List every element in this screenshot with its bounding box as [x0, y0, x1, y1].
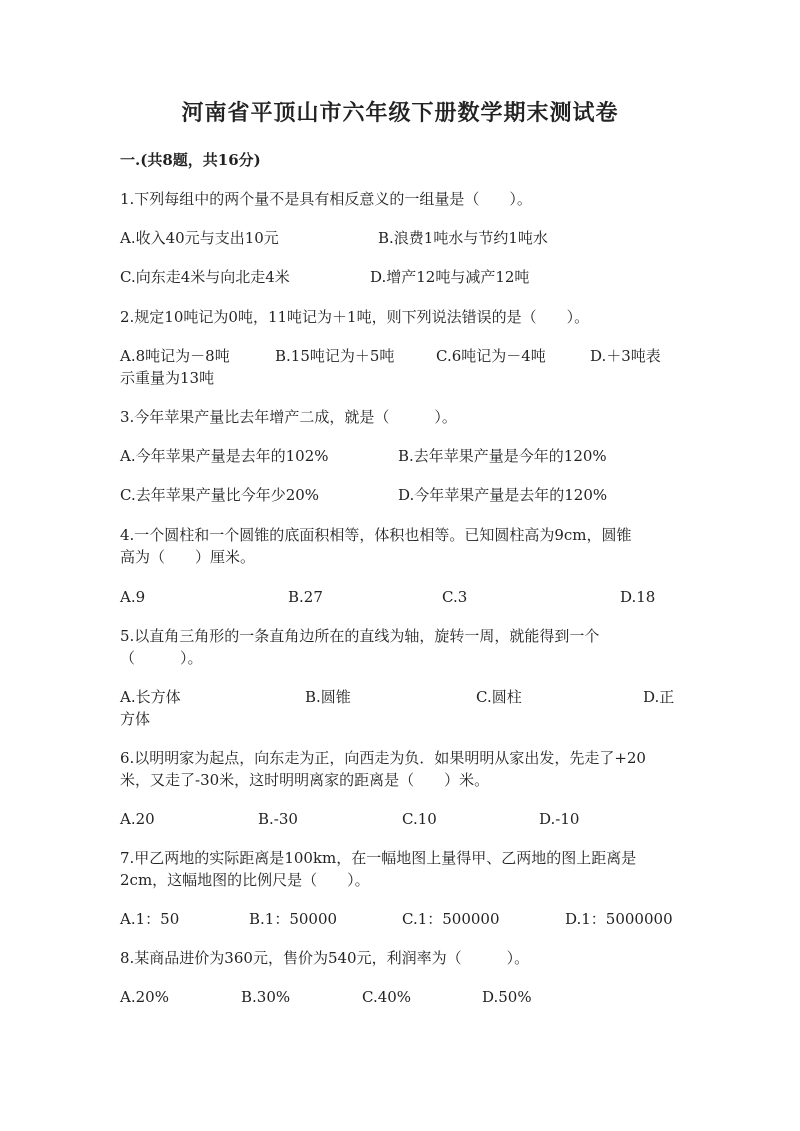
- question-5-stem-line2: （ ）。: [120, 649, 203, 667]
- question-5-option-d: D.正: [643, 688, 675, 706]
- question-6-option-c: C.10: [402, 810, 437, 828]
- question-8-stem: 8.某商品进价为360元，售价为540元，利润率为（ ）。: [120, 949, 530, 967]
- question-1-stem: 1.下列每组中的两个量不是具有相反意义的一组量是（ ）。: [120, 190, 532, 208]
- question-5-option-a: A.长方体: [120, 688, 181, 706]
- question-4-option-c: C.3: [442, 588, 468, 606]
- question-7-option-a: A.1：50: [120, 910, 180, 928]
- question-4-option-b: B.27: [288, 588, 323, 606]
- question-4-stem-line2: 高为（ ）厘米。: [120, 548, 256, 566]
- question-5-option-c: C.圆柱: [476, 688, 522, 706]
- question-6-option-d: D.-10: [539, 810, 580, 828]
- question-6-option-a: A.20: [120, 810, 155, 828]
- question-3-stem: 3.今年苹果产量比去年增产二成，就是（ ）。: [120, 408, 457, 426]
- section-heading: 一.(共8题，共16分): [120, 151, 261, 169]
- question-2-option-a: A.8吨记为－8吨: [120, 347, 230, 365]
- question-4-option-a: A.9: [120, 588, 146, 606]
- question-6-option-b: B.-30: [258, 810, 298, 828]
- question-1-option-b: B.浪费1吨水与节约1吨水: [378, 229, 548, 247]
- question-5-option-b: B.圆锥: [305, 688, 351, 706]
- question-8-option-c: C.40%: [362, 988, 412, 1006]
- question-4-stem-line1: 4.一个圆柱和一个圆锥的底面积相等，体积也相等。已知圆柱高为9cm，圆锥: [120, 526, 632, 544]
- question-7-stem-line1: 7.甲乙两地的实际距离是100km，在一幅地图上量得甲、乙两地的图上距离是: [120, 849, 637, 867]
- question-7-option-c: C.1：500000: [402, 910, 500, 928]
- question-3-option-b: B.去年苹果产量是今年的120%: [398, 447, 607, 465]
- question-2-option-c: C.6吨记为－4吨: [436, 347, 546, 365]
- question-3-option-a: A.今年苹果产量是去年的102%: [120, 447, 329, 465]
- question-8-option-d: D.50%: [482, 988, 532, 1006]
- question-5-option-d-cont: 方体: [120, 710, 151, 728]
- question-2-option-d: D.＋3吨表: [590, 347, 661, 365]
- question-2-option-d-cont: 示重量为13吨: [120, 369, 215, 387]
- question-5-stem-line1: 5.以直角三角形的一条直角边所在的直线为轴，旋转一周，就能得到一个: [120, 627, 600, 645]
- page-title: 河南省平顶山市六年级下册数学期末测试卷: [181, 100, 619, 126]
- question-1-option-c: C.向东走4米与向北走4米: [120, 268, 290, 286]
- question-2-option-b: B.15吨记为＋5吨: [275, 347, 395, 365]
- question-7-option-d: D.1：5000000: [565, 910, 673, 928]
- question-8-option-b: B.30%: [241, 988, 291, 1006]
- question-8-option-a: A.20%: [120, 988, 169, 1006]
- question-7-option-b: B.1：50000: [249, 910, 338, 928]
- question-1-option-d: D.增产12吨与减产12吨: [370, 268, 530, 286]
- question-3-option-c: C.去年苹果产量比今年少20%: [120, 486, 320, 504]
- question-1-option-a: A.收入40元与支出10元: [120, 229, 279, 247]
- question-2-stem: 2.规定10吨记为0吨，11吨记为＋1吨，则下列说法错误的是（ ）。: [120, 308, 590, 326]
- question-4-option-d: D.18: [620, 588, 656, 606]
- question-7-stem-line2: 2cm，这幅地图的比例尺是（ ）。: [120, 871, 370, 889]
- question-3-option-d: D.今年苹果产量是去年的120%: [398, 486, 608, 504]
- question-6-stem-line1: 6.以明明家为起点，向东走为正，向西走为负．如果明明从家出发，先走了+20: [120, 749, 646, 767]
- question-6-stem-line2: 米，又走了-30米，这时明明离家的距离是（ ）米。: [120, 771, 490, 789]
